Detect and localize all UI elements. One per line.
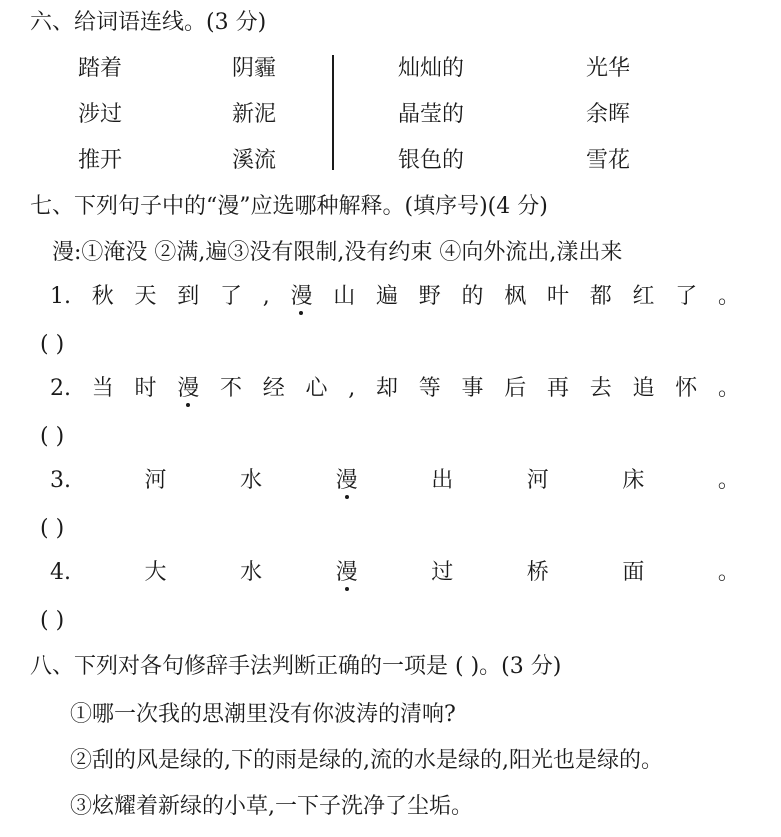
sentence-char: 叶 <box>546 284 569 309</box>
sentence-char: 野 <box>418 284 441 309</box>
q8-option-3: ③炫耀着新绿的小草,一下子洗净了尘垢。 <box>70 794 473 819</box>
sentence-char: 过 <box>431 560 454 585</box>
sentence-char: 河 <box>526 468 549 493</box>
q6-column-divider <box>332 55 334 170</box>
sentence-char: 了 <box>219 284 242 309</box>
sentence-number: 1. <box>50 284 71 309</box>
q8-heading: 八、下列对各句修辞手法判断正确的一项是 ( )。(3 分) <box>30 654 562 679</box>
sentence-char: 不 <box>219 376 242 401</box>
q7-sentence-3 <box>50 470 740 492</box>
q7-answer-blank-2[interactable]: ( ) <box>40 424 65 449</box>
q7-answer-blank-4[interactable]: ( ) <box>40 608 65 633</box>
sentence-char: 天 <box>134 284 157 309</box>
emphasized-char: 漫 <box>290 284 313 309</box>
sentence-number: 4. <box>50 560 71 585</box>
sentence-char: 红 <box>632 284 655 309</box>
q6-word-right-b-2: 余晖 <box>586 102 631 127</box>
q6-word-left-b-3: 溪流 <box>232 148 277 173</box>
q7-answer-blank-1[interactable]: ( ) <box>40 332 65 357</box>
sentence-char: , <box>348 376 356 401</box>
q6-word-left-a-1: 踏着 <box>78 56 123 81</box>
q6-word-right-a-1: 灿灿的 <box>398 56 465 81</box>
q6-heading: 六、给词语连线。(3 分) <box>30 10 267 35</box>
emphasized-char: 漫 <box>335 468 358 493</box>
sentence-char: 山 <box>333 284 356 309</box>
q7-heading: 七、下列句子中的“漫”应选哪种解释。(填序号)(4 分) <box>30 194 548 219</box>
emphasized-char: 漫 <box>177 376 200 401</box>
sentence-char: 当 <box>91 376 114 401</box>
sentence-char: 到 <box>177 284 200 309</box>
sentence-char: 再 <box>546 376 569 401</box>
sentence-char: 河 <box>144 468 167 493</box>
sentence-char: 经 <box>262 376 285 401</box>
sentence-number: 2. <box>50 376 71 401</box>
sentence-char: 却 <box>375 376 398 401</box>
sentence-char: 出 <box>431 468 454 493</box>
sentence-char: 遍 <box>375 284 398 309</box>
q7-definitions: 漫:①淹没 ②满,遍③没有限制,没有约束 ④向外流出,漾出来 <box>52 240 623 265</box>
q6-word-right-b-3: 雪花 <box>586 148 631 173</box>
sentence-char: 心 <box>305 376 328 401</box>
sentence-char: 追 <box>632 376 655 401</box>
q8-option-2: ②刮的风是绿的,下的雨是绿的,流的水是绿的,阳光也是绿的。 <box>70 748 663 773</box>
q7-answer-blank-3[interactable]: ( ) <box>40 516 65 541</box>
sentence-char: 枫 <box>504 284 527 309</box>
q6-word-left-b-2: 新泥 <box>232 102 277 127</box>
q7-sentence-2 <box>50 378 740 400</box>
sentence-char: 面 <box>622 560 645 585</box>
q6-word-left-a-3: 推开 <box>78 148 123 173</box>
sentence-char: 桥 <box>526 560 549 585</box>
sentence-char: 。 <box>717 560 740 585</box>
sentence-char: 时 <box>134 376 157 401</box>
sentence-char: 秋 <box>91 284 114 309</box>
q6-word-right-a-2: 晶莹的 <box>398 102 465 127</box>
q7-sentence-1 <box>50 286 740 308</box>
sentence-char: 后 <box>504 376 527 401</box>
sentence-char: 床 <box>622 468 645 493</box>
q6-word-left-a-2: 涉过 <box>78 102 123 127</box>
sentence-number: 3. <box>50 468 71 493</box>
sentence-char: 水 <box>240 468 263 493</box>
q7-sentence-4 <box>50 562 740 584</box>
sentence-char: 都 <box>589 284 612 309</box>
sentence-char: 。 <box>717 376 740 401</box>
sentence-char: 怀 <box>675 376 698 401</box>
sentence-char: , <box>262 284 270 309</box>
q6-word-right-a-3: 银色的 <box>398 148 465 173</box>
q6-word-left-b-1: 阴霾 <box>232 56 277 81</box>
sentence-char: 大 <box>144 560 167 585</box>
sentence-char: 等 <box>418 376 441 401</box>
sentence-char: 的 <box>461 284 484 309</box>
sentence-char: 了 <box>675 284 698 309</box>
sentence-char: 水 <box>240 560 263 585</box>
sentence-char: 。 <box>717 468 740 493</box>
sentence-char: 事 <box>461 376 484 401</box>
q8-option-1: ①哪一次我的思潮里没有你波涛的清响? <box>70 702 456 727</box>
sentence-char: 去 <box>589 376 612 401</box>
emphasized-char: 漫 <box>335 560 358 585</box>
q6-word-right-b-1: 光华 <box>586 56 631 81</box>
sentence-char: 。 <box>717 284 740 309</box>
